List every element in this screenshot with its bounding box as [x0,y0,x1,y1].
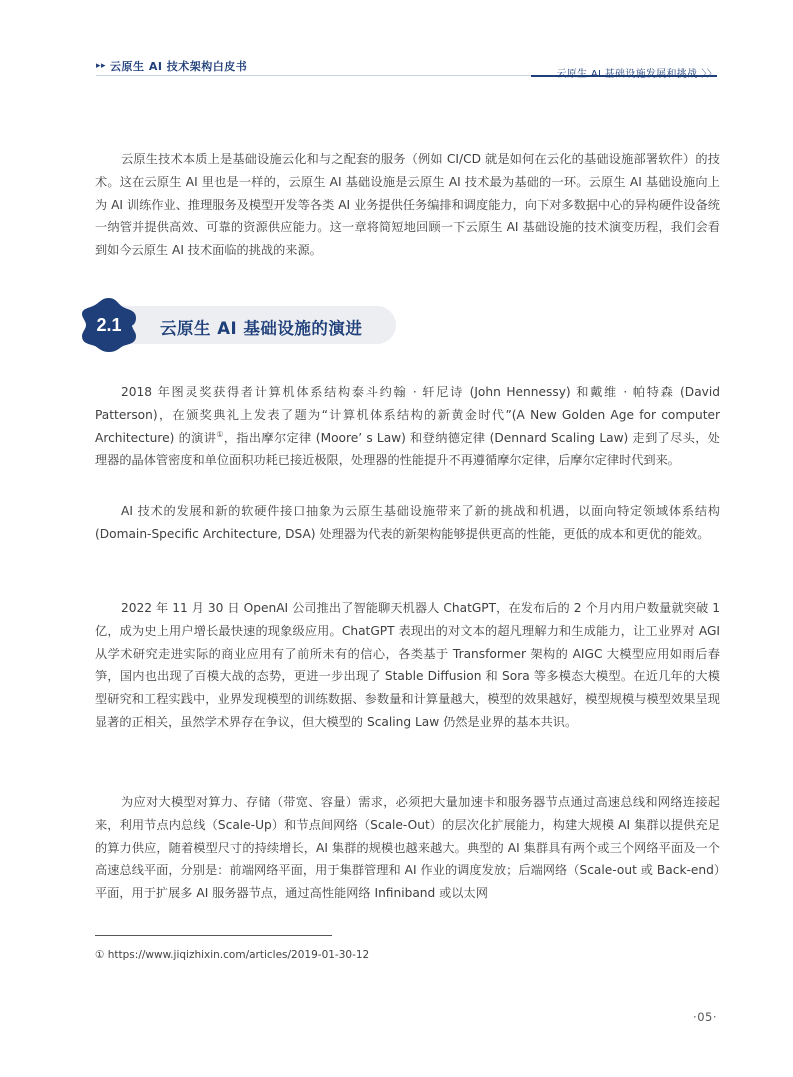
footnote[interactable]: ① https://www.jiqizhixin.com/articles/2019-01-30-12 [95,949,370,961]
chapter-title: 云原生 AI 基础设施发展和挑战 [556,69,698,80]
intro-paragraph: 云原生技术本质上是基础设施云化和与之配套的服务（例如 CI/CD 就是如何在云化的基础设施部署软件）的技术。这在云原生 AI 里也是一样的，云原生 AI 基础设施是云原生 AI 技术最为基础的一环。云原生 AI 基础设施向上为 AI 训练作业、推理服务及模型开发等各类 AI 业务提供任务编排和调度能力，向下对多数据中心的异构硬件设备统一纳管并提供高效、可靠的资源供应能力。这一章将简短地回顾一下云原生 AI 基础设施的技术演变历程，我们会看到如今云原生 AI 技术面临的挑战的来源。 [95,152,720,258]
header-chapter-title [556,65,717,80]
section-heading [80,296,398,356]
paragraph-dsa: AI 技术的发展和新的软硬件接口抽象为云原生基础设施带来了新的挑战和机遇，以面向特定领域体系结构 (Domain-Specific Architecture, DSA) 处理器为代表的新架构能够提供更高的性能，更低的成本和更优的能效。 [95,504,720,541]
footnote-rule [95,935,332,936]
paragraph-text: 2018 年图灵奖获得者计算机体系结构泰斗约翰 · 轩尼诗 (John Hennessy) 和戴维 · 帕特森 (David Patterson)，在颁奖典礼上发表了题为“计算机体系结构的新黄金时代”(A New Golden Age for computer Architecture) 的演讲 [95,385,720,445]
section-number: 2.1 [96,314,122,335]
header-doc-title [96,58,247,74]
section-title: 云原生 AI 基础设施的演进 [160,319,363,338]
paragraph-text: ，指出摩尔定律 (Moore’ s Law) 和登纳德定律 (Dennard Scaling Law) 走到了尽头，处理器的晶体管密度和单位面积功耗已接近极限，处理器的性能提升不再遵循摩尔定律，后摩尔定律时代到来。 [95,430,720,468]
header-rule [96,75,531,76]
doc-title: 云原生 AI 技术架构白皮书 [110,60,248,73]
paragraph-turing-award [95,381,720,472]
page-number: ·05· [693,1010,717,1024]
paragraph-chatgpt: 2022 年 11 月 30 日 OpenAI 公司推出了智能聊天机器人 ChatGPT，在发布后的 2 个月内用户数量就突破 1 亿，成为史上用户增长最快速的现象级应用。ChatGPT 表现出的对文本的超凡理解力和生成能力，让工业界对 AGI 从学术研究走进实际的商业应用有了前所未有的信心，各类基于 Transformer 架构的 AIGC 大模型应用如雨后春笋，国内也出现了百模大战的态势，更进一步出现了 Stable Diffusion 和 Sora 等多模态大模型。在近几年的大模型研究和工程实践中，业界发现模型的训练数据、参数量和计算量越大，模型的效果越好，模型规模与模型效果呈现显著的正相关，虽然学术界存在争议，但大模型的 Scaling Law 仍然是业界的基本共识。 [95,601,720,729]
double-chevron-icon: ▸▸ [96,61,107,71]
double-chevron-right-icon: 〉〉 [701,69,717,80]
paragraph-ai-cluster: 为应对大模型对算力、存储（带宽、容量）需求，必须把大量加速卡和服务器节点通过高速总线和网络连接起来，利用节点内总线（Scale-Up）和节点间网络（Scale-Out）的层次化扩展能力，构建大规模 AI 集群以提供充足的算力供应，随着模型尺寸的持续增长，AI 集群的规模也越来越大。典型的 AI 集群具有两个或三个网络平面及一个高速总线平面，分别是：前端网络平面，用于集群管理和 AI 作业的调度发放；后端网络（Scale-out 或 Back-end）平面，用于扩展多 AI 服务器节点，通过高性能网络 Infiniband 或以太网 [95,795,720,901]
footnote-ref[interactable]: ① [216,429,224,439]
